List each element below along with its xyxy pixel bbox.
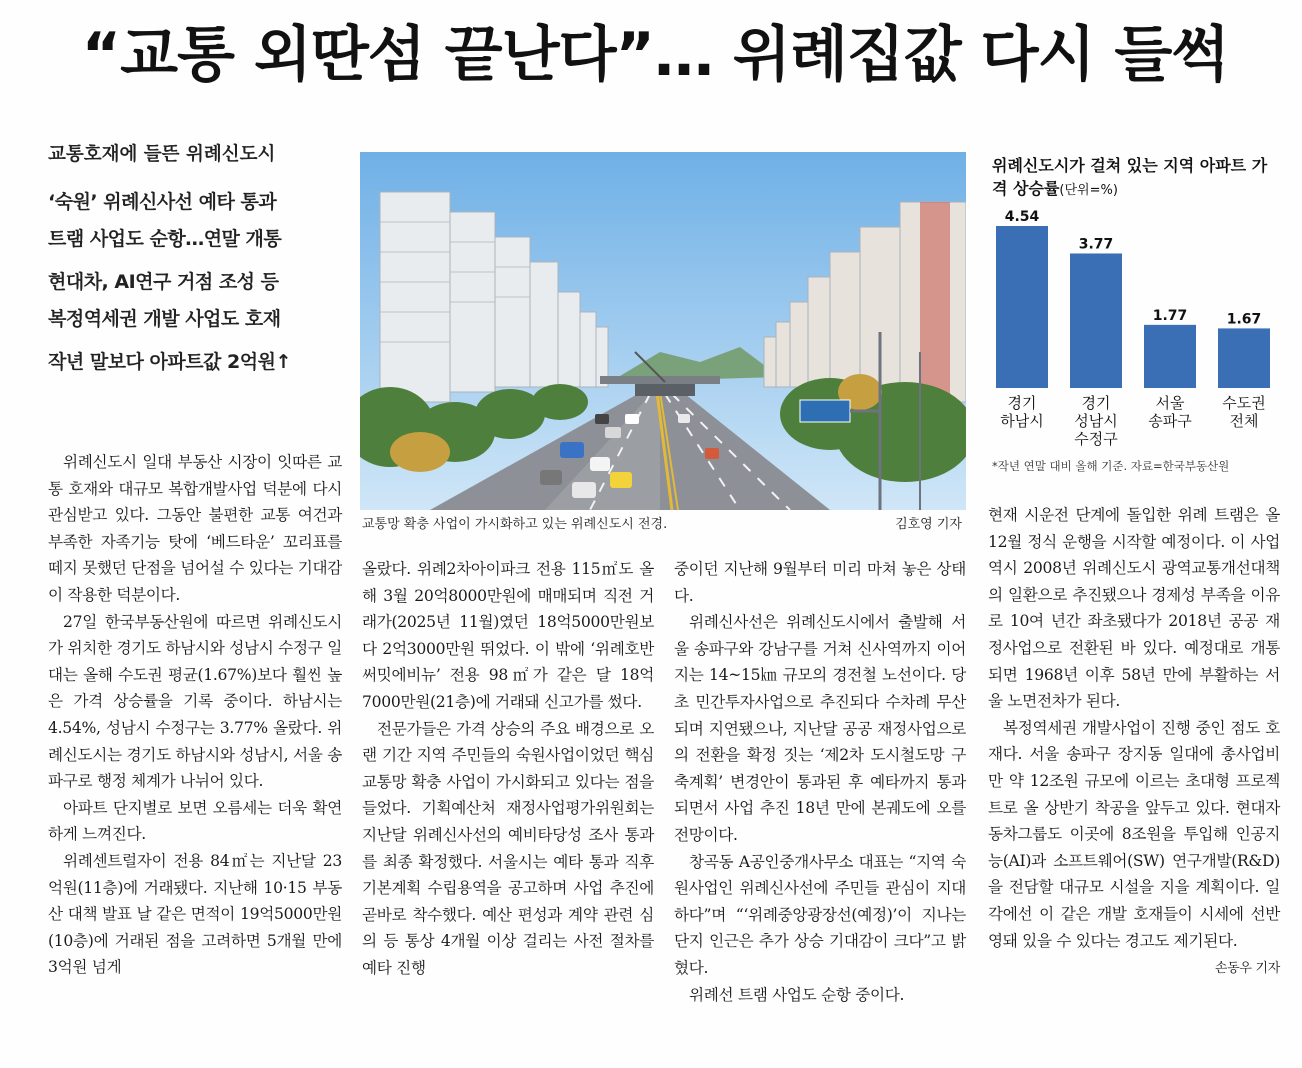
article-paragraph: 전문가들은 가격 상승의 주요 배경으로 오랜 기간 지역 주민들의 숙원사업이었던 핵심 교통망 확충 사업이 가시화되고 있다는 점을 들었다. 기획예산처 재정사업평가위원회는 지난달 위례신사선의 예비타당성 조사 통과를 최종 확정했다. 서울시는 예타 통과 직후 기본계획 수립용역을 공고하며 사업 추진에 곧바로 착수했다. 예산 편성과 계약 관련 심의 등 통상 4개월 이상 걸리는 사전 절차를 예타 진행 <box>362 719 654 977</box>
category-label: 송파구 <box>1148 412 1192 430</box>
subhead-line: 트램 사업도 순항…연말 개통 <box>48 228 282 250</box>
subhead-group-1 <box>48 184 348 258</box>
chart-source: *작년 연말 대비 올해 기준. 자료=한국부동산원 <box>992 459 1230 473</box>
city-road-illustration <box>360 152 966 510</box>
category-label: 경기 <box>1007 394 1037 412</box>
article-paragraph: 창곡동 A공인중개사무소 대표는 “지역 숙원사업인 위례신사선에 주민들 관심이 지대하다”며 “‘위례중앙광장선(예정)’이 지나는 단지 인근은 추가 상승 기대감이 크다”고 밝혔다. <box>674 852 966 977</box>
photo-caption <box>362 512 966 538</box>
category-label: 경기 <box>1081 394 1111 412</box>
bar-value-label: 4.54 <box>1004 209 1040 225</box>
headline: “교통 외딴섬 끝난다”… 위례집값 다시 들썩 <box>81 20 1229 90</box>
bar-value-label: 1.77 <box>1152 307 1188 324</box>
article-paragraph: 위례선 트램 사업도 순항 중이다. <box>689 985 905 1004</box>
chart-title <box>992 154 1282 202</box>
city-photo <box>360 152 966 510</box>
article-column-2 <box>362 556 654 982</box>
article-paragraph: 중이던 지난해 9월부터 미리 마쳐 놓은 상태다. <box>674 560 966 605</box>
price-chart <box>986 152 1282 492</box>
article-paragraph: 위례신도시 일대 부동산 시장이 잇따른 교통 호재와 대규모 복합개발사업 덕분에 다시 관심받고 있다. 그동안 불편한 교통 여건과 부족한 자족기능 탓에 ‘베드타운’ 꼬리표를 떼지 못했던 단점을 넘어설 수 있다는 기대감이 작용한 덕분이다. <box>48 453 342 604</box>
article-paragraph: 위례센트럴자이 전용 84㎡는 지난달 23억원(11층)에 거래됐다. 지난해 10·15 부동산 대책 발표 날 같은 면적이 19억5000만원(10층)에 거래된 점을 고려하면 5개월 만에 3억원 넘게 <box>48 851 342 977</box>
article-paragraph: 올랐다. 위례2차아이파크 전용 115㎡도 올해 3월 20억8000만원에 매매되며 직전 거래가(2025년 11월)였던 18억5000만원보다 2억3000만원 뛰었다. 이 밖에 ‘위례호반써밋에비뉴’ 전용 98㎡가 같은 달 18억7000만원(21층)에 거래돼 신고가를 썼다. <box>362 560 654 711</box>
category-label: 수정구 <box>1074 430 1118 448</box>
article-paragraph: 위례신사선은 위례신도시에서 출발해 서울 송파구와 강남구를 거쳐 신사역까지 이어지는 14~15㎞ 규모의 경전철 노선이다. 당초 민간투자사업으로 추진되다 수차례 무산되며 지연됐으나, 지난달 공공 재정사업으로의 전환을 확정 짓는 ‘제2차 도시철도망 구축계획’ 변경안이 통과된 후 예타까지 통과되면서 사업 추진 18년 만에 본궤도에 오를 전망이다. <box>674 613 966 844</box>
article-paragraph: 아파트 단지별로 보면 오름세는 더욱 확연하게 느껴진다. <box>48 798 342 844</box>
category-label: 하남시 <box>1000 412 1044 430</box>
subheads <box>48 140 348 387</box>
chart-unit: (단위=%) <box>1059 183 1118 198</box>
bar <box>996 226 1048 388</box>
subhead-group-3 <box>48 344 348 381</box>
reporter-byline: 손동우 기자 <box>1214 961 1280 977</box>
bar-value-label: 3.77 <box>1078 236 1114 253</box>
category-label: 전체 <box>1229 412 1259 430</box>
bar <box>1218 328 1270 388</box>
bar-value-label: 1.67 <box>1226 311 1262 328</box>
article-paragraph: 현재 시운전 단계에 돌입한 위례 트램은 올 12월 정식 운행을 시작할 예정이다. 이 사업 역시 2008년 위례신도시 광역교통개선대책의 일환으로 추진됐으나 경제성 부족을 이유로 10여 년간 좌초됐다가 2018년 공공 재정사업으로 전환된 바 있다. 예정대로 개통되면 1968년 이후 58년 만에 부활하는 서울 노면전차가 된다. <box>988 506 1280 711</box>
article-column-1 <box>48 449 342 981</box>
subhead-line: 복정역세권 개발 사업도 호재 <box>48 308 281 330</box>
category-label: 수도권 <box>1222 394 1266 412</box>
article-column-3 <box>674 556 966 1008</box>
photo-credit: 김호영 기자 <box>895 517 962 532</box>
kicker: 교통호재에 들뜬 위례신도시 <box>48 144 276 165</box>
chart-plot <box>986 202 1282 452</box>
subhead-line: 작년 말보다 아파트값 2억원↑ <box>48 351 291 373</box>
subhead-line: ‘숙원’ 위례신사선 예타 통과 <box>48 191 277 213</box>
chart-title-text: 위례신도시가 걸쳐 있는 지역 아파트 가격 상승률 <box>992 156 1268 198</box>
bar <box>1070 253 1122 388</box>
caption-text: 교통망 확충 사업이 가시화하고 있는 위례신도시 전경. <box>362 517 668 532</box>
article-paragraph: 복정역세권 개발사업이 진행 중인 점도 호재다. 서울 송파구 장지동 일대에 총사업비만 약 12조원 규모에 이르는 초대형 프로젝트로 올 상반기 착공을 앞두고 있다. 현대자동차그룹도 이곳에 8조원을 투입해 인공지능(AI)과 소프트웨어(SW) 연구개발(R&D)을 전담할 대규모 시설을 지을 계획이다. 일각에선 이 같은 개발 호재들이 시세에 선반영돼 있을 수 있다는 경고도 제기된다. <box>988 718 1280 950</box>
category-label: 성남시 <box>1074 412 1118 430</box>
bar <box>1144 325 1196 388</box>
category-label: 서울 <box>1155 394 1185 412</box>
subhead-group-2 <box>48 264 348 338</box>
subhead-line: 현대차, AI연구 거점 조성 등 <box>48 271 279 293</box>
article-column-4 <box>988 502 1280 983</box>
article-paragraph: 27일 한국부동산원에 따르면 위례신도시가 위치한 경기도 하남시와 성남시 수정구 일대는 올해 수도권 평균(1.67%)보다 훨씬 높은 가격 상승률을 기록 중이다. 하남시는 4.54%, 성남시 수정구는 3.77% 올랐다. 위례신도시는 경기도 하남시와 성남시, 서울 송파구로 행정 체계가 나뉘어 있다. <box>48 612 342 791</box>
